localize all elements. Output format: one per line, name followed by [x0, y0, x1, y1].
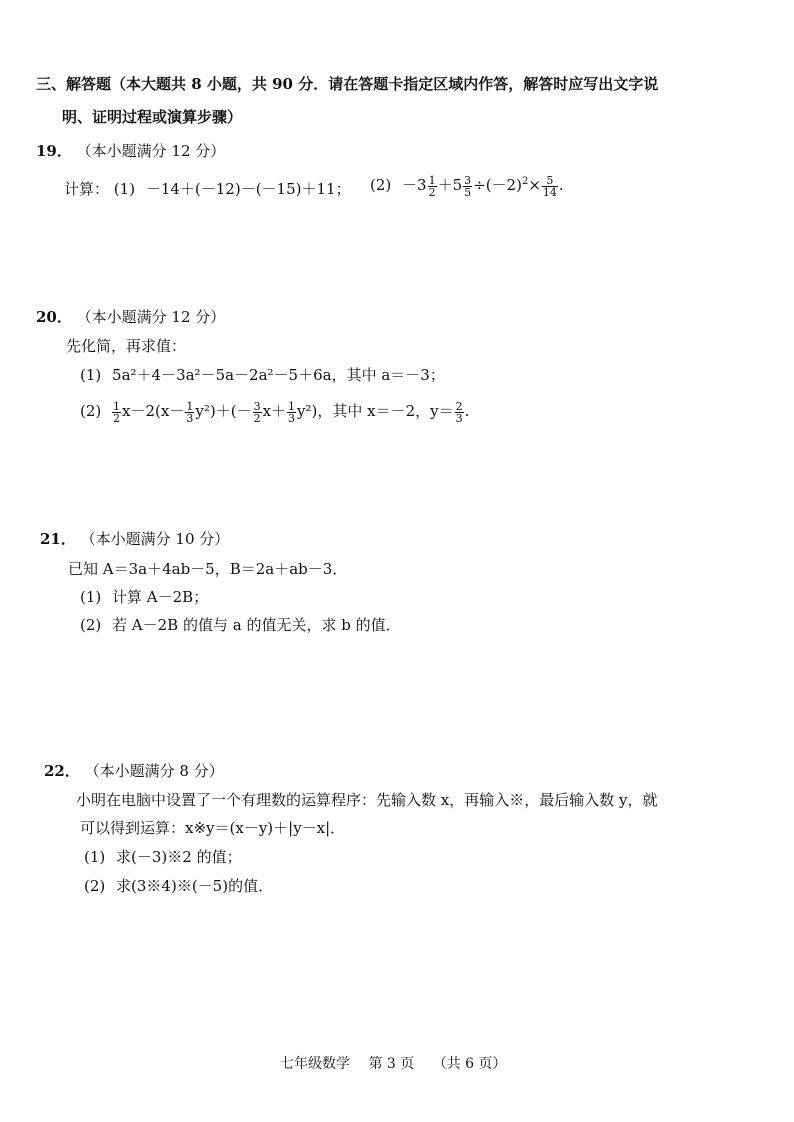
question-22-part-2: [84, 875, 273, 896]
fraction-numerator: 1: [428, 173, 436, 187]
fraction-denominator: 2: [428, 185, 436, 199]
question-22-part-1: [84, 846, 242, 867]
question-21-part-2: [80, 614, 401, 635]
part-text: 求(3※4)※(－5)的值．: [116, 877, 274, 895]
fraction-numerator: 3: [464, 173, 472, 187]
fraction-denominator: 3: [455, 411, 463, 425]
section-title-line2: 明、证明过程或演算步骤）: [62, 108, 243, 126]
part-1-expression: －14＋(－12)－(－15)＋11；: [145, 180, 351, 198]
question-21-given: 已知 A＝3a＋4ab－5，B＝2a＋ab－3．: [68, 560, 348, 578]
fraction-denominator: 2: [253, 411, 261, 425]
part-label: (2): [84, 877, 106, 895]
question-20-intro: 先化简，再求值：: [66, 337, 187, 355]
fraction-numerator: 1: [288, 399, 296, 413]
question-number: 19．: [36, 142, 72, 160]
part-label: (1): [80, 366, 102, 384]
expr-text: y²)＋(－: [195, 402, 252, 420]
section-title-line1: 三、解答题（本大题共 8 小题，共 90 分．请在答题卡指定区域内作答，解答时应写出文字说: [36, 75, 659, 93]
fraction: [455, 401, 464, 424]
part-text: 计算 A－2B；: [112, 588, 209, 606]
expr-text: ÷(－2): [473, 176, 522, 194]
fraction: [463, 175, 472, 198]
fraction-denominator: 3: [186, 411, 194, 425]
fraction: [185, 401, 194, 424]
footer-page: 第 3 页: [368, 1056, 415, 1072]
question-score: （本小题满分 12 分）: [76, 142, 226, 160]
part-text: 求(－3)※2 的值；: [116, 848, 242, 866]
fraction: [112, 401, 121, 424]
question-20-header: [36, 306, 225, 327]
fraction-numerator: 3: [253, 399, 261, 413]
question-20-part-2: [80, 398, 469, 424]
fraction: [542, 175, 558, 198]
part-label: (1): [84, 848, 106, 866]
part-label: (2): [370, 176, 392, 194]
question-19-part-2: [370, 172, 564, 198]
fraction-denominator: 5: [464, 185, 472, 199]
question-score: （本小题满分 12 分）: [76, 308, 226, 326]
expr-text: y²)，其中 x＝－2，y＝: [297, 402, 454, 420]
exponent: 2: [521, 176, 529, 187]
expr-text: ×: [528, 176, 541, 194]
question-19-calc: [64, 178, 351, 199]
question-score: （本小题满分 10 分）: [80, 530, 230, 548]
part-1-expression: 5a²＋4－3a²－5a－2a²－5＋6a，其中 a＝－3；: [112, 366, 445, 384]
fraction-numerator: 1: [113, 399, 121, 413]
expr-text: .: [558, 176, 564, 194]
question-score: （本小题满分 8 分）: [84, 762, 224, 780]
fraction-numerator: 5: [542, 175, 558, 187]
expr-text: x－2(x－: [122, 402, 185, 420]
part-label: (1): [113, 180, 136, 198]
question-19-header: [36, 140, 225, 161]
fraction-denominator: 14: [542, 185, 557, 199]
part-text: 若 A－2B 的值与 a 的值无关，求 b 的值．: [112, 616, 401, 634]
question-number: 20．: [36, 308, 72, 326]
expr-text: x＋: [262, 402, 287, 420]
part-label: (2): [80, 616, 102, 634]
question-22-text-line1: 小明在电脑中设置了一个有理数的运算程序：先输入数 x，再输入※，最后输入数 y，就: [76, 791, 658, 809]
calc-intro: 计算：: [64, 180, 110, 198]
question-21-part-1: [80, 586, 208, 607]
question-21-header: [40, 528, 229, 549]
question-22-text-line2: 可以得到运算：x※y＝(x－y)＋|y－x|．: [80, 819, 346, 837]
fraction-numerator: 2: [455, 399, 463, 413]
fraction: [253, 401, 262, 424]
expr-text: .: [464, 402, 470, 420]
part-label: (1): [80, 588, 102, 606]
fraction: [287, 401, 296, 424]
question-22-header: [44, 760, 224, 781]
part-label: (2): [80, 402, 102, 420]
footer-total: （共 6 页）: [432, 1056, 507, 1072]
fraction-denominator: 3: [288, 411, 296, 425]
page-footer: [280, 1053, 507, 1073]
question-number: 22．: [44, 762, 80, 780]
fraction: [428, 175, 437, 198]
expr-text: ＋5: [437, 176, 463, 194]
fraction-numerator: 1: [186, 399, 194, 413]
footer-subject: 七年级数学: [280, 1056, 350, 1072]
question-number: 21．: [40, 530, 76, 548]
expr-text: －3: [402, 176, 427, 194]
fraction-denominator: 2: [113, 411, 121, 425]
question-20-part-1: [80, 364, 445, 385]
